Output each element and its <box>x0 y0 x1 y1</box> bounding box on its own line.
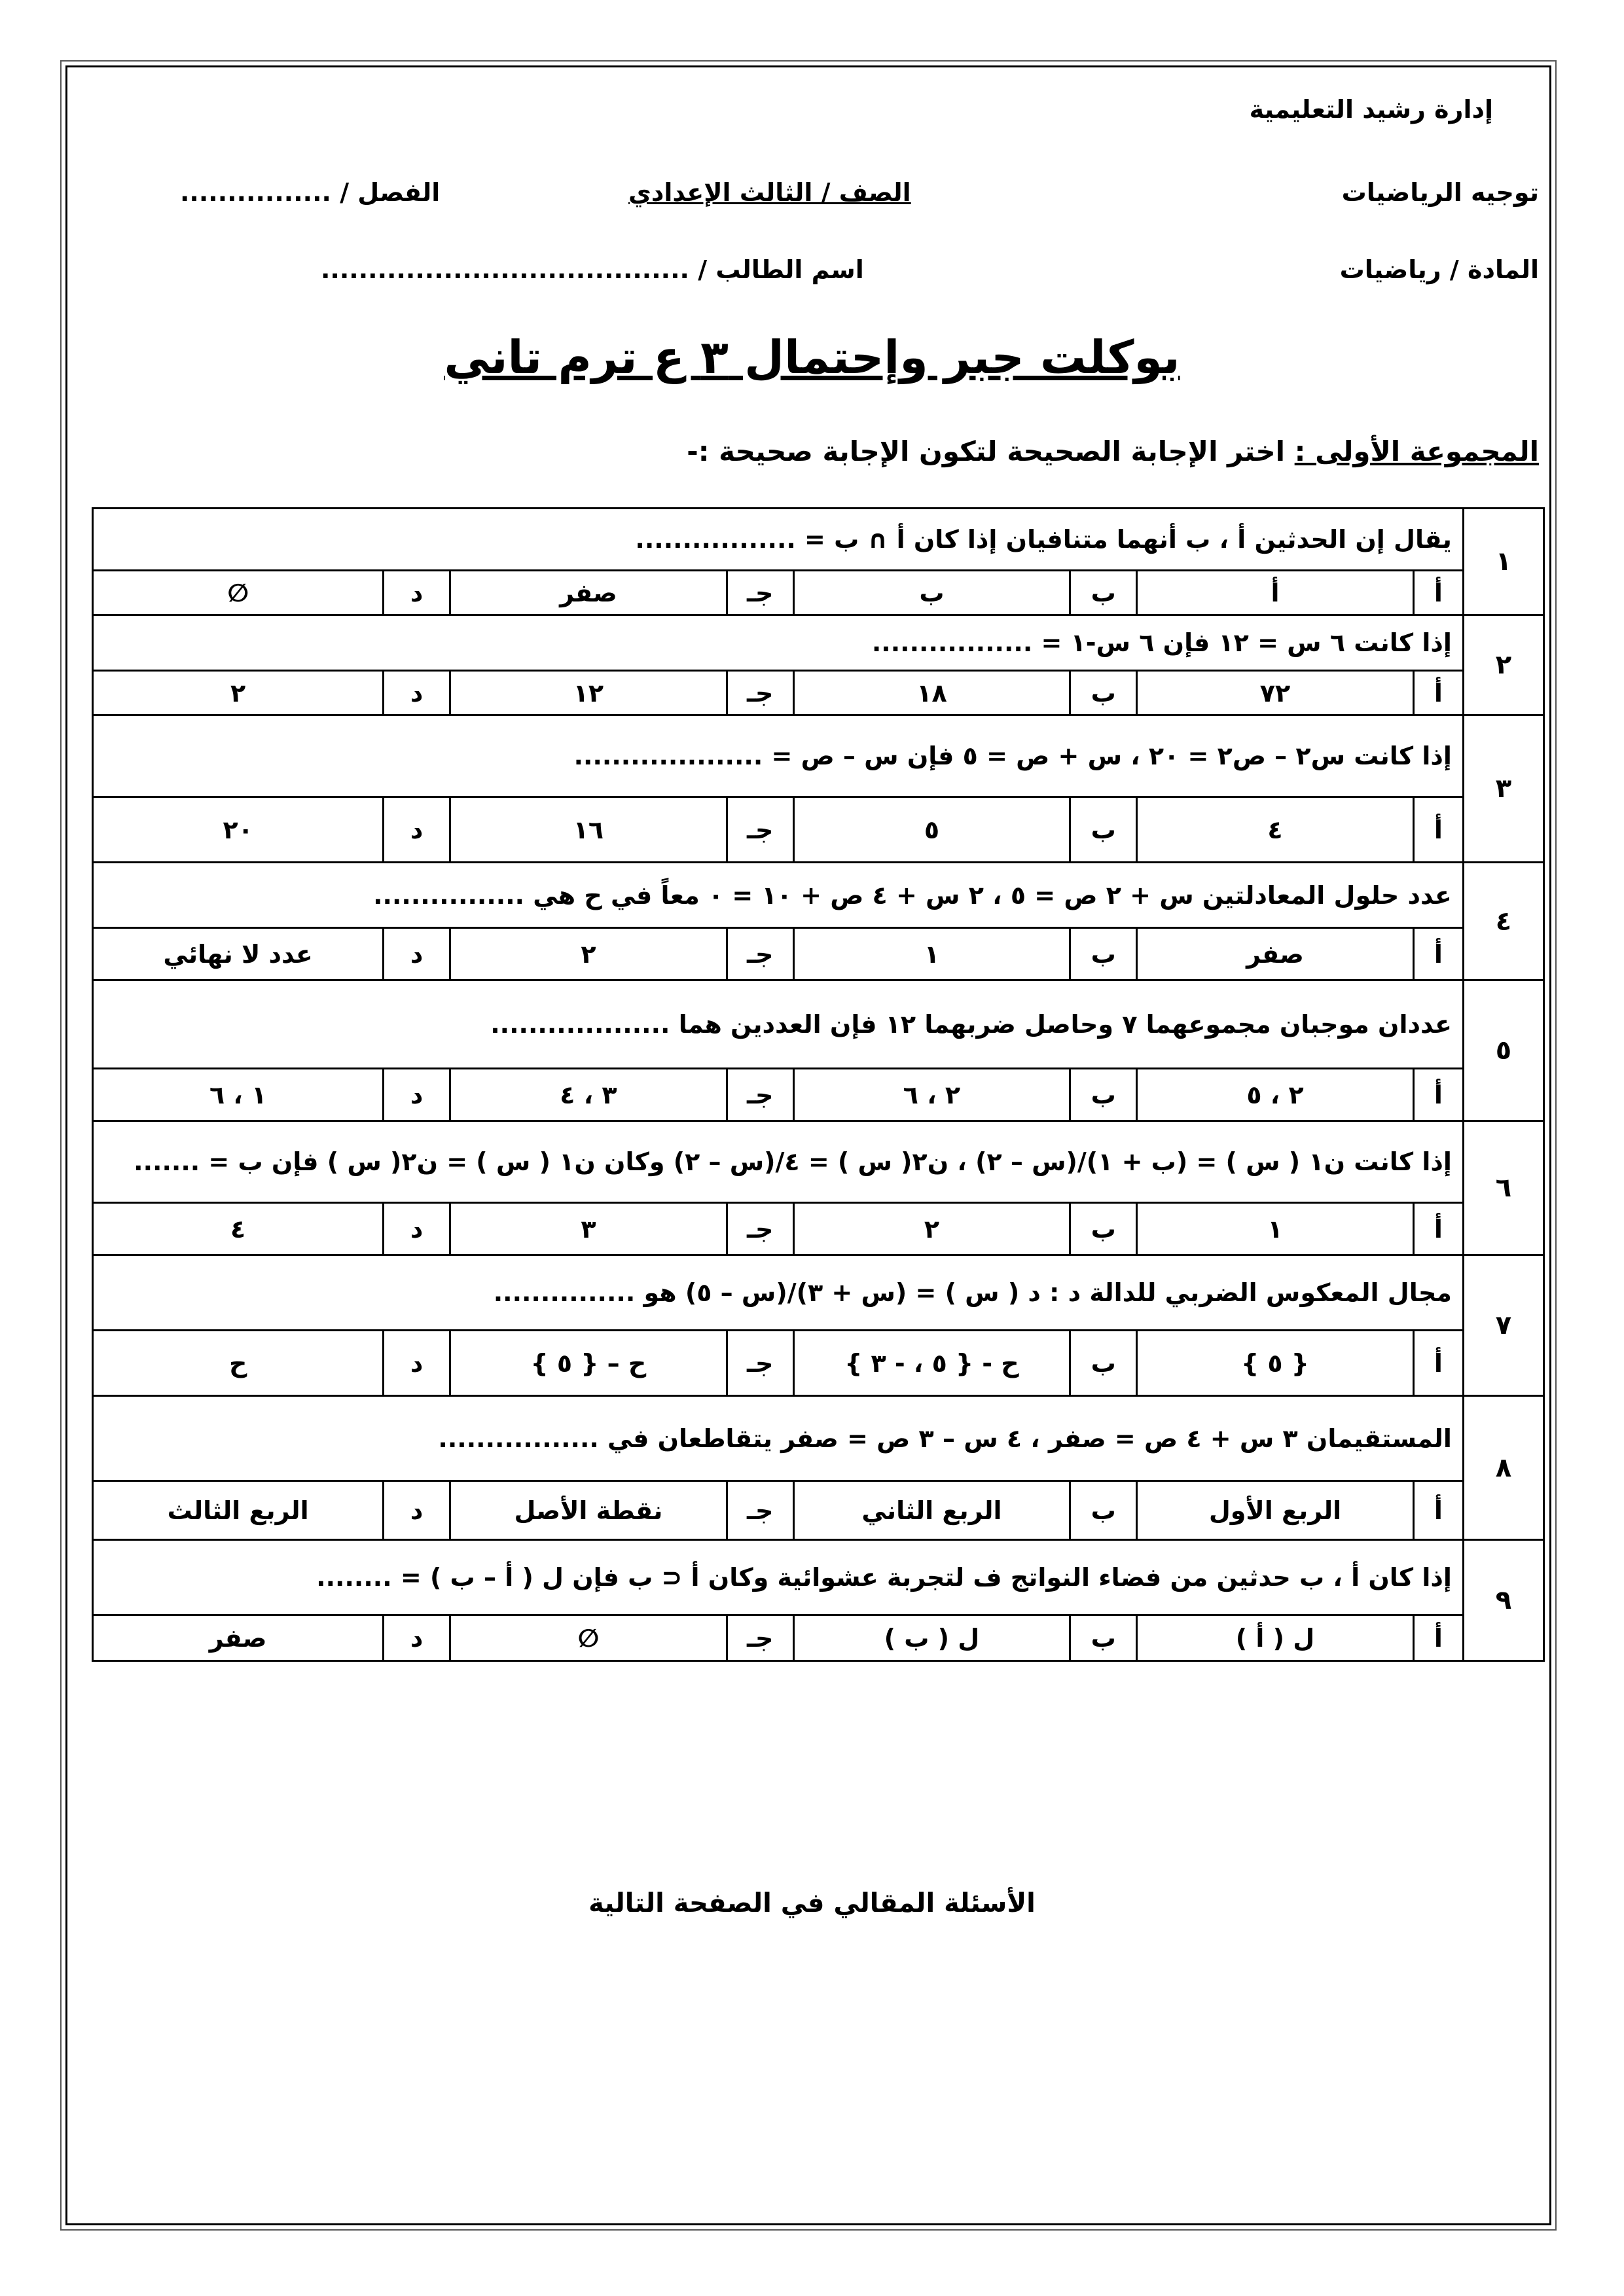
option-letter: ب <box>1070 797 1137 863</box>
option-letter: جـ <box>727 1069 793 1121</box>
option-value: صفر <box>1137 928 1414 980</box>
option-letter: ب <box>1070 1203 1137 1255</box>
department-label: توجيه الرياضيات <box>1341 178 1539 207</box>
question-options-row <box>93 671 1544 715</box>
section-heading: المجموعة الأولى : <box>1294 435 1539 467</box>
question-options-row <box>93 797 1544 863</box>
question-stem-row <box>93 615 1544 671</box>
option-letter: د <box>384 797 450 863</box>
option-letter: جـ <box>727 1615 793 1661</box>
question-stem: يقال إن الحدثين أ ، ب أنهما متنافيان إذا كان أ ∩ ب = ................. <box>93 509 1464 571</box>
question-options-row <box>93 1069 1544 1121</box>
question-stem-row <box>93 1540 1544 1615</box>
option-letter: أ <box>1413 671 1463 715</box>
option-letter: ب <box>1070 671 1137 715</box>
question-stem-row <box>93 715 1544 797</box>
grade-label: الصف / الثالث الإعدادي <box>628 178 911 207</box>
option-value: ح <box>93 1331 384 1396</box>
option-value: ١ ، ٦ <box>93 1069 384 1121</box>
option-letter: جـ <box>727 571 793 615</box>
option-value: ٢ <box>793 1203 1070 1255</box>
option-letter: د <box>384 1331 450 1396</box>
option-value: ٧٢ <box>1137 671 1414 715</box>
option-value: ١ <box>1137 1203 1414 1255</box>
option-value: ٢ <box>450 928 727 980</box>
option-value: ٢ ، ٦ <box>793 1069 1070 1121</box>
option-letter: ب <box>1070 1069 1137 1121</box>
option-value: ∅ <box>93 571 384 615</box>
option-letter: د <box>384 671 450 715</box>
question-stem-row <box>93 1396 1544 1481</box>
option-letter: أ <box>1413 1331 1463 1396</box>
question-number: ٣ <box>1463 715 1543 863</box>
option-letter: أ <box>1413 1203 1463 1255</box>
option-letter: جـ <box>727 1481 793 1540</box>
option-letter: ب <box>1070 1615 1137 1661</box>
option-value: ٣ <box>450 1203 727 1255</box>
option-letter: د <box>384 928 450 980</box>
option-letter: جـ <box>727 671 793 715</box>
option-letter: د <box>384 1069 450 1121</box>
question-options-row <box>93 1615 1544 1661</box>
option-letter: جـ <box>727 1203 793 1255</box>
question-options-row <box>93 1203 1544 1255</box>
question-number: ٢ <box>1463 615 1543 715</box>
question-options-row <box>93 1331 1544 1396</box>
option-value: ١٨ <box>793 671 1070 715</box>
question-number: ١ <box>1463 509 1543 615</box>
option-letter: جـ <box>727 928 793 980</box>
question-stem-row <box>93 863 1544 928</box>
question-options-row <box>93 571 1544 615</box>
option-letter: ب <box>1070 1331 1137 1396</box>
question-number: ٥ <box>1463 980 1543 1121</box>
option-value: ل ( ب ) <box>793 1615 1070 1661</box>
option-letter: أ <box>1413 1481 1463 1540</box>
option-value: ٤ <box>93 1203 384 1255</box>
option-value: { ٥ } <box>1137 1331 1414 1396</box>
option-value: ل ( أ ) <box>1137 1615 1414 1661</box>
option-value: ∅ <box>450 1615 727 1661</box>
option-value: نقطة الأصل <box>450 1481 727 1540</box>
question-stem: إذا كانت س٢ – ص٢ = ٢٠ ، س + ص = ٥ فإن س – ص = .................... <box>93 715 1464 797</box>
option-value: ١ <box>793 928 1070 980</box>
option-letter: أ <box>1413 1615 1463 1661</box>
administration-label: إدارة رشيد التعليمية <box>1249 95 1493 124</box>
option-value: ٣ ، ٤ <box>450 1069 727 1121</box>
question-options-row <box>93 928 1544 980</box>
question-stem-row <box>93 509 1544 571</box>
question-options-row <box>93 1481 1544 1540</box>
option-value: ٢٠ <box>93 797 384 863</box>
question-stem: إذا كان أ ، ب حدثين من فضاء النواتج ف لتجربة عشوائية وكان أ ⊂ ب فإن ل ( أ – ب ) = ........ <box>93 1540 1464 1615</box>
option-letter: د <box>384 1615 450 1661</box>
question-number: ٦ <box>1463 1121 1543 1255</box>
subject-label: المادة / رياضيات <box>1339 255 1539 284</box>
question-stem: إذا كانت ن١ ( س ) = (ب + ١)/(س – ٢) ، ن٢( س ) = ٤/(س – ٢) وكان ن١ ( س ) = ن٢( س ) فإن ب = ....... <box>93 1121 1464 1203</box>
option-letter: أ <box>1413 928 1463 980</box>
question-stem: المستقيمان ٣ س + ٤ ص = صفر ، ٤ س – ٣ ص = صفر يتقاطعان في ................. <box>93 1396 1464 1481</box>
option-value: ٢ ، ٥ <box>1137 1069 1414 1121</box>
question-number: ٤ <box>1463 863 1543 980</box>
option-value: ح - { ٥ ، - ٣ } <box>793 1331 1070 1396</box>
option-letter: د <box>384 1481 450 1540</box>
option-letter: أ <box>1413 797 1463 863</box>
option-value: ١٦ <box>450 797 727 863</box>
question-stem-row <box>93 1121 1544 1203</box>
question-number: ٩ <box>1463 1540 1543 1661</box>
page-title: بوكلت جبر وإحتمال ٣ ع ترم تاني <box>444 331 1180 384</box>
option-letter: د <box>384 1203 450 1255</box>
student-name-label: اسم الطالب / ....................................... <box>321 255 864 284</box>
question-number: ٨ <box>1463 1396 1543 1540</box>
class-label: الفصل / ................ <box>180 178 441 207</box>
question-number: ٧ <box>1463 1255 1543 1396</box>
option-letter: جـ <box>727 797 793 863</box>
option-letter: جـ <box>727 1331 793 1396</box>
option-value: ٤ <box>1137 797 1414 863</box>
question-stem: عددان موجبان مجموعهما ٧ وحاصل ضربهما ١٢ فإن العددين هما ................... <box>93 980 1464 1069</box>
option-value: ١٢ <box>450 671 727 715</box>
option-letter: د <box>384 571 450 615</box>
question-stem-row <box>93 1255 1544 1331</box>
option-value: ٥ <box>793 797 1070 863</box>
option-value: صفر <box>93 1615 384 1661</box>
option-value: صفر <box>450 571 727 615</box>
option-value: ح – { ٥ } <box>450 1331 727 1396</box>
option-letter: أ <box>1413 571 1463 615</box>
option-value: ٢ <box>93 671 384 715</box>
questions-table <box>92 507 1545 1662</box>
question-stem: مجال المعكوس الضربي للدالة د : د ( س ) = (س + ٣)/(س – ٥) هو ............... <box>93 1255 1464 1331</box>
option-letter: أ <box>1413 1069 1463 1121</box>
section-instruction <box>687 435 1539 467</box>
option-letter: ب <box>1070 571 1137 615</box>
option-value: الربع الأول <box>1137 1481 1414 1540</box>
option-letter: ب <box>1070 928 1137 980</box>
question-stem: إذا كانت ٦ س = ١٢ فإن ٦ س-١ = ................. <box>93 615 1464 671</box>
section-instruction-text: اختر الإجابة الصحيحة لتكون الإجابة صحيحة :- <box>687 435 1286 467</box>
footer-note: الأسئلة المقالي في الصفحة التالية <box>588 1888 1036 1918</box>
option-letter: ب <box>1070 1481 1137 1540</box>
option-value: الربع الثاني <box>793 1481 1070 1540</box>
question-stem-row <box>93 980 1544 1069</box>
question-stem: عدد حلول المعادلتين س + ٢ ص = ٥ ، ٢ س + ٤ ص + ١٠ = ٠ معاً في ح هي ................ <box>93 863 1464 928</box>
option-value: عدد لا نهائي <box>93 928 384 980</box>
option-value: الربع الثالث <box>93 1481 384 1540</box>
option-value: أ <box>1137 571 1414 615</box>
option-value: ب <box>793 571 1070 615</box>
